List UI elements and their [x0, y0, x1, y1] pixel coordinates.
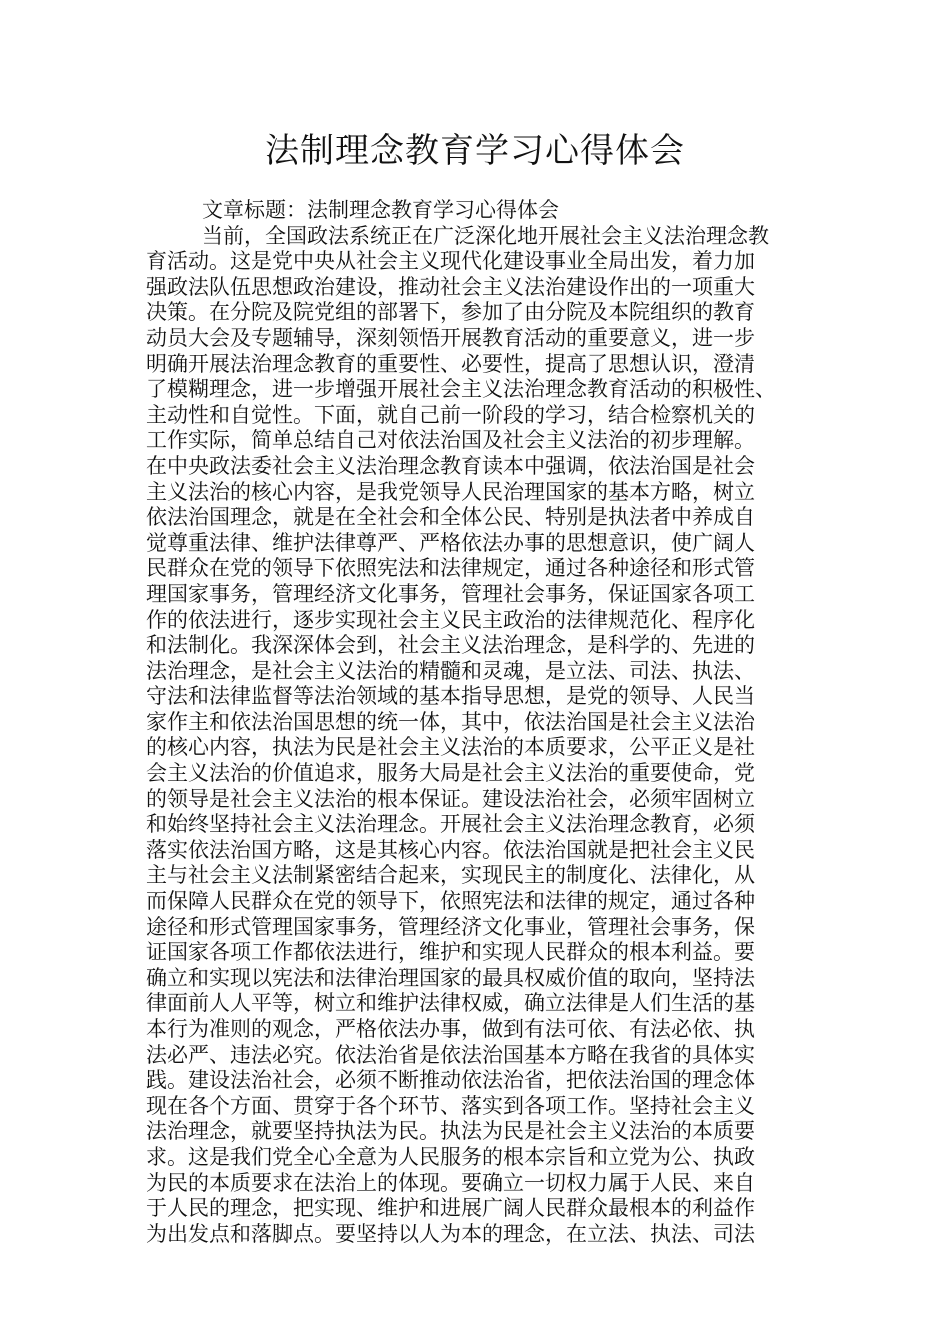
paragraph-line: 强政法队伍思想政治建设，推动社会主义法治建设作出的一项重大: [146, 274, 755, 299]
document-body: [146, 198, 816, 1247]
paragraph-line: 当前，全国政法系统正在广泛深化地开展社会主义法治理念教: [202, 223, 769, 248]
paragraph-line: 于人民的理念，把实现、维护和进展广阔人民群众最根本的利益作: [146, 1196, 755, 1221]
paragraph-line: 决策。在分院及院党组的部署下，参加了由分院及本院组织的教育: [146, 300, 755, 325]
paragraph-line: 主与社会主义法制紧密结合起来，实现民主的制度化、法律化，从: [146, 863, 755, 888]
paragraph-line: 而保障人民群众在党的领导下，依照宪法和法律的规定，通过各种: [146, 889, 755, 914]
article-title-line: 文章标题：法制理念教育学习心得体会: [202, 198, 559, 222]
paragraph-line: 证国家各项工作都依法进行，维护和实现人民群众的根本利益。要: [146, 940, 755, 965]
paragraph-line: 民群众在党的领导下依照宪法和法律规定，通过各种途径和形式管: [146, 556, 755, 581]
paragraph-line: 落实依法治国方略，这是其核心内容。依法治国就是把社会主义民: [146, 837, 755, 862]
paragraph-line: 法必严、违法必究。依法治省是依法治国基本方略在我省的具体实: [146, 1042, 755, 1067]
paragraph-line: 育活动。这是党中央从社会主义现代化建设事业全局出发，着力加: [146, 249, 755, 274]
paragraph-line: 确立和实现以宪法和法律治理国家的最具权威价值的取向，坚持法: [146, 965, 755, 990]
document-title: 法制理念教育学习心得体会: [265, 131, 685, 171]
paragraph-line: 明确开展法治理念教育的重要性、必要性，提高了思想认识，澄清: [146, 351, 755, 376]
paragraph-line: 工作实际，简单总结自己对依法治国及社会主义法治的初步理解。: [146, 428, 755, 453]
paragraph-line: 法治理念，就要坚持执法为民。执法为民是社会主义法治的本质要: [146, 1119, 755, 1144]
paragraph-line: 动员大会及专题辅导，深刻领悟开展教育活动的重要意义，进一步: [146, 325, 755, 350]
paragraph-line: 律面前人人平等，树立和维护法律权威，确立法律是人们生活的基: [146, 991, 755, 1016]
paragraph-line: 理国家事务，管理经济文化事务，管理社会事务，保证国家各项工: [146, 581, 755, 606]
paragraph-line: 现在各个方面、贯穿于各个环节、落实到各项工作。坚持社会主义: [146, 1093, 755, 1118]
paragraph-line: 本行为准则的观念，严格依法办事，做到有法可依、有法必依、执: [146, 1017, 755, 1041]
paragraph-line: 了模糊理念，进一步增强开展社会主义法治理念教育活动的积极性、: [146, 377, 776, 402]
paragraph-line: 途径和形式管理国家事务，管理经济文化事业，管理社会事务，保: [146, 914, 755, 939]
paragraph-line: 主动性和自觉性。下面，就自己前一阶段的学习，结合检察机关的: [146, 402, 755, 427]
paragraph-line: 依法治国理念，就是在全社会和全体公民、特别是执法者中养成自: [146, 505, 755, 530]
paragraph-line: 在中央政法委社会主义法治理念教育读本中强调，依法治国是社会: [146, 453, 755, 478]
paragraph-line: 觉尊重法律、维护法律尊严、严格依法办事的思想意识，使广阔人: [146, 530, 755, 555]
paragraph-line: 作的依法进行，逐步实现社会主义民主政治的法律规范化、程序化: [146, 607, 755, 632]
paragraph-line: 和法制化。我深深体会到，社会主义法治理念，是科学的、先进的: [146, 633, 755, 658]
paragraph-line: 求。这是我们党全心全意为人民服务的根本宗旨和立党为公、执政: [146, 1144, 755, 1169]
paragraph-line: 为出发点和落脚点。要坚持以人为本的理念，在立法、执法、司法: [146, 1221, 755, 1246]
paragraph-line: 的核心内容，执法为民是社会主义法治的本质要求，公平正义是社: [146, 735, 755, 760]
paragraph-line: 会主义法治的价值追求，服务大局是社会主义法治的重要使命，党: [146, 761, 755, 786]
paragraph-line: 和始终坚持社会主义法治理念。开展社会主义法治理念教育，必须: [146, 812, 755, 837]
paragraph-line: 法治理念，是社会主义法治的精髓和灵魂，是立法、司法、执法、: [146, 658, 755, 683]
paragraph-line: 的领导是社会主义法治的根本保证。建设法治社会，必须牢固树立: [146, 786, 755, 811]
paragraph-line: 家作主和依法治国思想的统一体，其中，依法治国是社会主义法治: [146, 709, 755, 734]
paragraph-line: 践。建设法治社会，必须不断推动依法治省，把依法治国的理念体: [146, 1068, 755, 1093]
paragraph-line: 主义法治的核心内容，是我党领导人民治理国家的基本方略，树立: [146, 479, 755, 504]
paragraph-line: 守法和法律监督等法治领域的基本指导思想，是党的领导、人民当: [146, 684, 755, 709]
paragraph-line: 为民的本质要求在法治上的体现。要确立一切权力属于人民、来自: [146, 1170, 755, 1195]
